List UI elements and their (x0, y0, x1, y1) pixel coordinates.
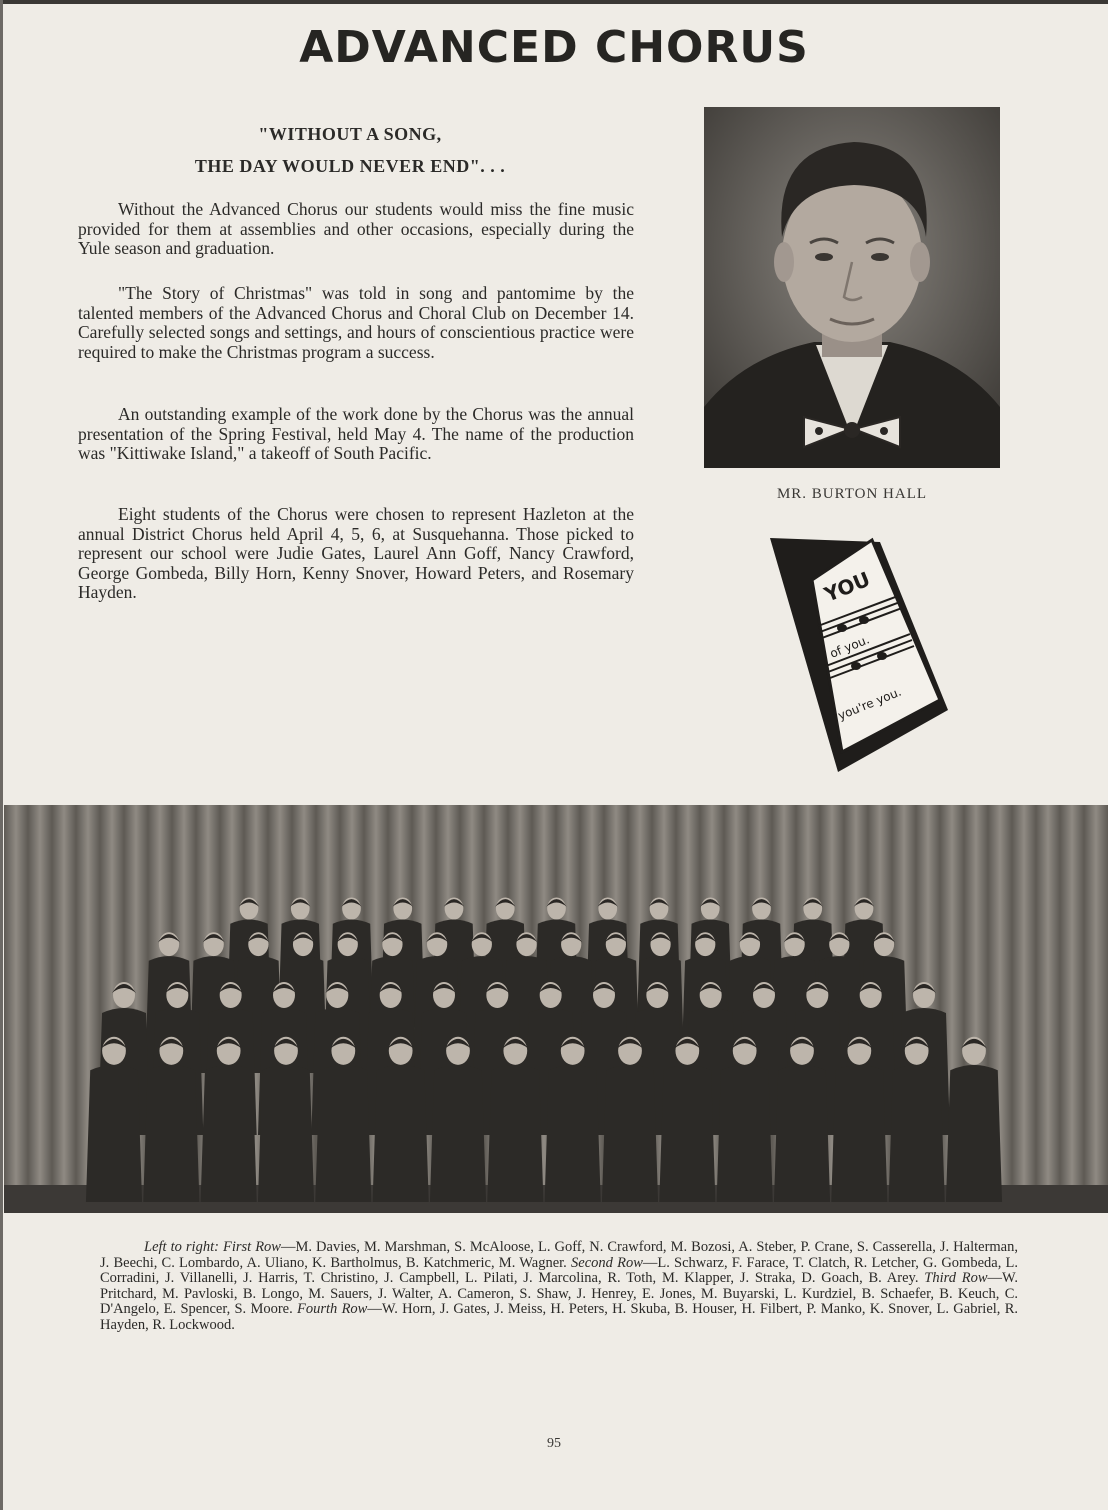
choir-robe (946, 1065, 1002, 1202)
choir-robe (602, 1065, 658, 1202)
quote-line-1: "WITHOUT A SONG, (258, 124, 442, 144)
choir-robe (143, 1065, 199, 1202)
choir-robe (258, 1065, 314, 1202)
caption-row1-names: —M. Davies, M. Marshman, S. McAloose, L. Goff, N. Crawford, M. Bozosi, A. Steber, P. Crane, S. Casserella, J. Halterman, J. Beechi, C. Lombardo, A. Uliano, K. Bartholmus, B. Katchmeric, M. Wagner. (100, 1239, 1018, 1271)
paragraph-3: An outstanding example of the work done by the Chorus was the annual presentation of the Spring Festival, held May 4. The name of the production was "Kittiwake Island," a takeoff of South Pacific. (78, 404, 634, 463)
choir-robe (545, 1065, 601, 1202)
choir-robe (430, 1065, 486, 1202)
caption-row4-names: —W. Horn, J. Gates, J. Meiss, H. Peters, H. Skuba, B. Houser, H. Filbert, P. Manko, K. Snover, L. Gabriel, R. Hayden, R. Lockwood. (100, 1301, 1018, 1333)
choir-robe (659, 1065, 715, 1202)
paragraph-2: "The Story of Christmas" was told in song and pantomime by the talented members of the Advanced Chorus and Choral Club on December 14. Carefully selected songs and settings, and hours of conscientious practice were required to make the Christmas program a success. (78, 283, 634, 362)
choir-robe (86, 1065, 142, 1202)
choir-robe (201, 1065, 257, 1202)
choir-robe (373, 1065, 429, 1202)
paragraph-4: Eight students of the Chorus were chosen to represent Hazleton at the annual District Chorus held April 4, 5, 6, at Susquehanna. Those picked to represent our school were Judie Gates, Laurel Ann Goff, Nancy Crawford, George Gombeda, Billy Horn, Kenny Snover, Howard Peters, and Rosemary Hayden. (78, 504, 634, 602)
director-portrait-photo (704, 107, 1000, 468)
choir-robe (487, 1065, 543, 1202)
caption-row2-names: —L. Schwarz, F. Farace, T. Clatch, R. Letcher, G. Gombeda, L. Corradini, J. Villanelli, J. Harris, T. Christino, J. Campbell, L. Pilati, J. Marcolina, R. Toth, M. Klapper, J. Straka, D. Goach, B. Arey. (100, 1254, 1019, 1286)
paragraph-1: Without the Advanced Chorus our students would miss the fine music provided for them at assemblies and other occasions, especially during the Yule season and graduation. (78, 199, 634, 258)
caption-row2-label: Second Row (571, 1254, 643, 1271)
page-number: 95 (547, 1436, 561, 1451)
page-title: ADVANCED CHORUS (299, 22, 809, 73)
chorus-group-photo (4, 805, 1108, 1213)
group-photo-caption (100, 1240, 1018, 1333)
song-sheet-illustration (760, 530, 950, 780)
song-word-you: YOU (820, 566, 874, 607)
page-left-rule (0, 0, 3, 1510)
choir-robe (774, 1065, 830, 1202)
caption-row4-label: Fourth Row (297, 1301, 368, 1317)
quote-line-2: THE DAY WOULD NEVER END". . . (194, 156, 506, 176)
page-top-edge (0, 0, 1108, 4)
choir-robe (889, 1065, 945, 1202)
choir-robe (315, 1065, 371, 1202)
caption-row1-label: First Row (222, 1239, 281, 1255)
song-words-youre-you: you're you. (835, 684, 904, 723)
portrait-caption: MR. BURTON HALL (776, 486, 928, 502)
caption-intro: Left to right: (144, 1239, 219, 1255)
song-words-of-you: of you. (827, 632, 872, 661)
caption-row3-names: —W. Pritchard, M. Pavloski, B. Longo, M. Sauers, J. Walter, A. Cameron, S. Shaw, J. Henrey, E. Jones, M. Buyarski, L. Kurdziel, B. Schaefer, B. Keuch, C. D'Angelo, E. Spencer, S. Moore. (100, 1270, 1019, 1317)
choir-robe (717, 1065, 773, 1202)
caption-row3-label: Third Row (924, 1270, 988, 1286)
section-quote (120, 118, 580, 182)
choir-robe (831, 1065, 887, 1202)
